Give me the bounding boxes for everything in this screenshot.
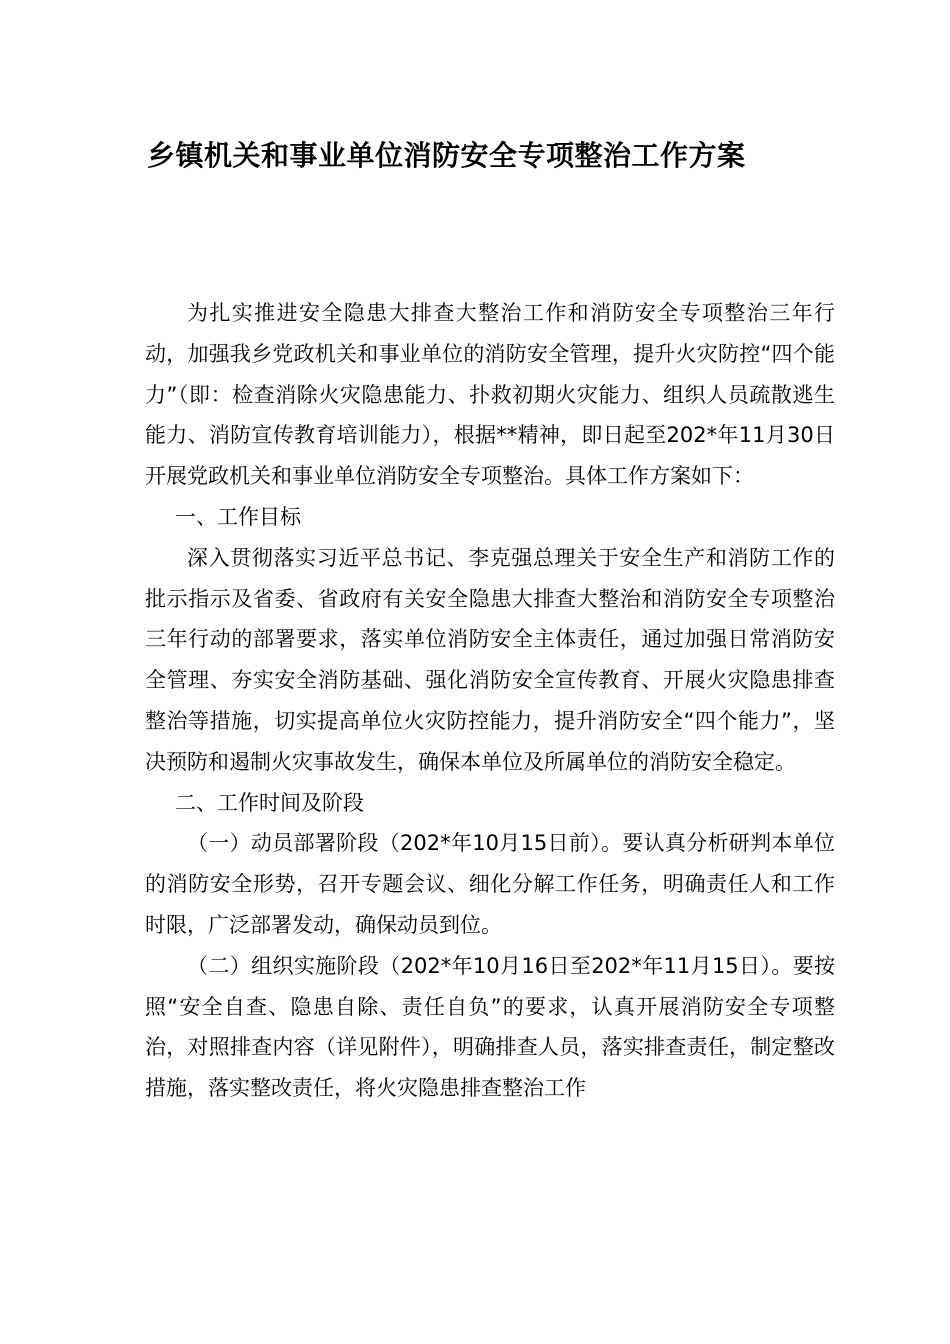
document-title: 乡镇机关和事业单位消防安全专项整治工作方案 [147, 139, 746, 172]
paragraph-phase-2: （二）组织实施阶段（202*年10月16日至202*年11月15日）。要按照“安全自查、隐患自除、责任自负”的要求，认真开展消防安全专项整治，对照排查内容（详见附件），明确排查人员，落实排查责任，制定整改措施，落实整改责任，将火灾隐患排查整治工作 [145, 953, 835, 1101]
section-heading-goals: 一、工作目标 [175, 504, 301, 529]
section-heading-schedule: 二、工作时间及阶段 [175, 790, 364, 815]
paragraph-goals: 深入贯彻落实习近平总书记、李克强总理关于安全生产和消防工作的批示指示及省委、省政府有关安全隐患大排查大整治和消防安全专项整治三年行动的部署要求，落实单位消防安全主体责任，通过加强日常消防安全管理、夯实安全消防基础、强化消防安全宣传教育、开展火灾隐患排查整治等措施，切实提高单位火灾防控能力，提升消防安全“四个能力”，坚决预防和遏制火灾事故发生，确保本单位及所属单位的消防安全稳定。 [145, 545, 835, 774]
paragraph-intro: 为扎实推进安全隐患大排查大整治工作和消防安全专项整治三年行动，加强我乡党政机关和事业单位的消防安全管理，提升火灾防控“四个能力”（即：检查消除火灾隐患能力、扑救初期火灾能力、组织人员疏散逃生能力、消防宣传教育培训能力），根据**精神，即日起至202*年11月30日开展党政机关和事业单位消防安全专项整治。具体工作方案如下： [145, 301, 835, 489]
paragraph-phase-1: （一）动员部署阶段（202*年10月15日前）。要认真分析研判本单位的消防安全形势，召开专题会议、细化分解工作任务，明确责任人和工作时限，广泛部署发动，确保动员到位。 [145, 831, 835, 937]
document-body [145, 293, 835, 1109]
